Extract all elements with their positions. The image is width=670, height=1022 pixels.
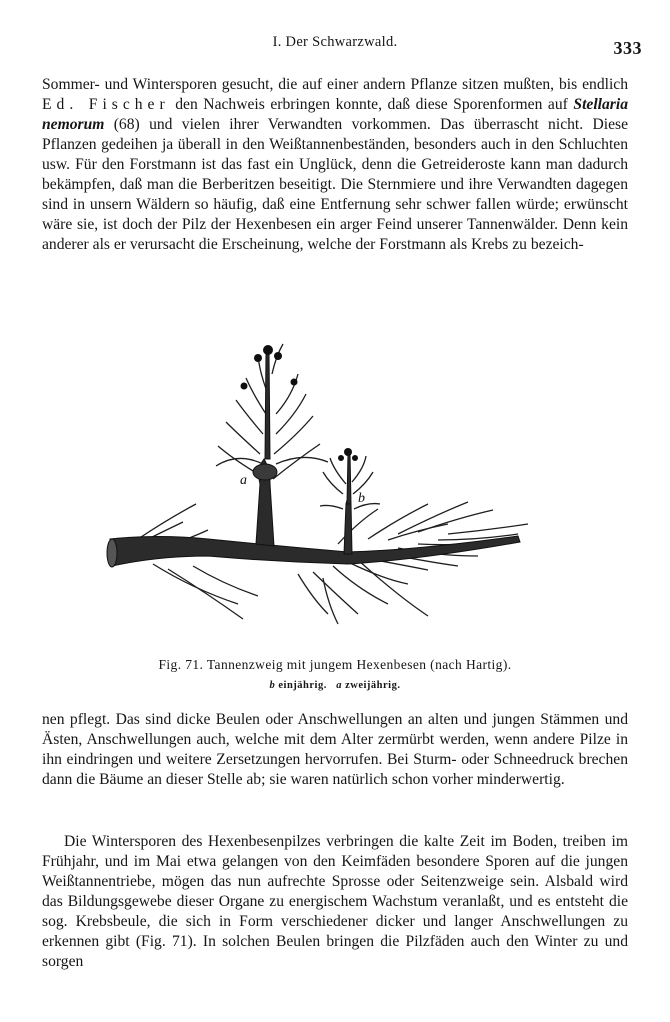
legend-b-letter: b — [269, 680, 276, 691]
species-name: Stellaria nemorum — [42, 96, 628, 133]
author-name: Ed. Fischer — [42, 96, 170, 113]
figure-label-b: b — [358, 491, 365, 506]
paragraph-2-text: nen pflegt. Das sind dicke Beulen oder Anschwellungen an alten und jungen Stämmen und Ästen, Anschwellungen auch, welche mit dem Alter zermürbt werden, wenn andere Pilze in ihn eindringen und weitere Zersetzungen hervorrufen. Bei Sturm- oder Schneedruck brechen dann die Bäume an dieser Stelle ab; sie waren natürlich schon vorher minderwertig. — [42, 711, 628, 788]
legend-b-text: einjährig. — [278, 680, 327, 691]
paragraph-2 — [42, 710, 628, 790]
paragraph-3 — [42, 832, 628, 972]
paragraph-3-text: Die Wintersporen des Hexenbesenpilzes verbringen die kalte Zeit im Boden, treiben im Frühjahr, und im Mai etwa gelangen von den Keimfäden besondere Sporen auf die jungen Weißtannentriebe, mögen das nun aufrechte Sprosse oder Seitenzweige sein. Alsbald wird das Bildungsgewebe dieser Organe zu energischem Wachstum veranlaßt, und es entsteht die sog. Krebsbeule, die sich in Form verschiedener dicker und langer Anschwellungen zu erkennen gibt (Fig. 71). In solchen Beulen bringen die Pilzfäden auch den Winter zu und sorgen — [42, 833, 628, 970]
figure-label-a: a — [240, 473, 247, 488]
page-number: 333 — [613, 38, 642, 58]
para1-text-2: den Nachweis erbringen konnte, daß diese Sporenformen auf — [169, 96, 574, 113]
para1-text-1: Sommer- und Wintersporen gesucht, die auf einer andern Pflanze sitzen mußten, bis endlich — [42, 76, 628, 93]
running-head: I. Der Schwarzwald. — [272, 34, 398, 50]
branch-wood — [107, 354, 520, 567]
figure-legend — [0, 680, 670, 691]
buds — [241, 345, 359, 461]
legend-a-text: zweijährig. — [345, 680, 401, 691]
needles — [128, 344, 528, 624]
figure-caption: Fig. 71. Tannenzweig mit jungem Hexenbesen (nach Hartig). — [158, 657, 512, 672]
fir-branch-illustration — [98, 334, 568, 630]
paragraph-1 — [42, 75, 628, 255]
legend-a-letter: a — [336, 680, 342, 691]
para1-text-3: (68) und vielen ihrer Verwandten vorkommen. Das überrascht nicht. Diese Pflanzen gedeihen ja überall in den Weißtannenbeständen, besonders auch in den Schluchten usw. Für den Forstmann ist das fast ein Unglück, denn die Getreideroste kann man dadurch bekämpfen, daß man die Berberitzen beseitigt. Die Sternmiere und ihre Verwandten dagegen sind in unsern Wäldern so häufig, daß eine Entfernung sehr schwer fallen würde; erwünscht wäre sie, ist doch der Pilz der Hexenbesen ein arger Feind unserer Tannenwälder. Denn kein anderer als er verursacht die Erscheinung, welche der Forstmann als Krebs zu bezeich- — [42, 116, 628, 253]
